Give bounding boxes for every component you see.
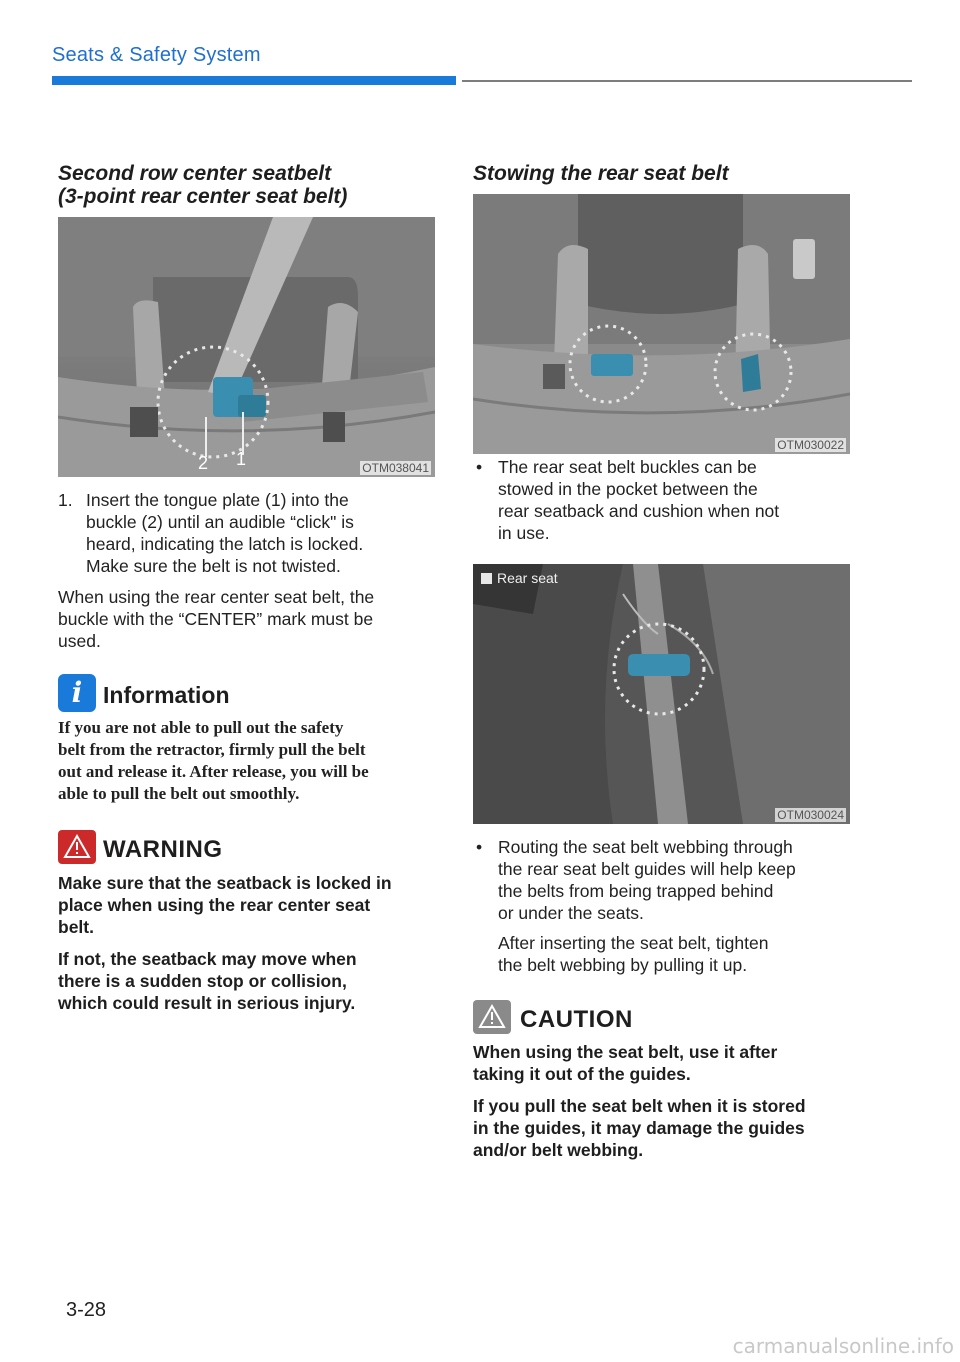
caution-icon (473, 1000, 511, 1034)
spacer (498, 924, 853, 932)
photo-code: OTM030024 (777, 808, 844, 822)
bullet-line: the belts from being trapped behind (498, 881, 774, 901)
para-line: buckle with the “CENTER” mark must be (58, 609, 374, 629)
heading-center-seatbelt (58, 162, 438, 208)
info-line: belt from the retractor, firmly pull the belt (58, 740, 366, 759)
info-line: out and release it. After release, you will be (58, 762, 369, 781)
photo-label (481, 570, 558, 586)
warning-line: Make sure that the seatback is locked in (58, 873, 392, 893)
bullet-line: or under the seats. (498, 903, 644, 923)
para-line: When using the rear center seat belt, the (58, 587, 375, 607)
page-number: 3-28 (66, 1299, 107, 1321)
caution-line: When using the seat belt, use it after (473, 1042, 778, 1062)
step-line: Make sure the belt is not twisted. (86, 556, 341, 576)
bullet-dot: • (476, 837, 483, 857)
warning-line: If not, the seatback may move when (58, 949, 357, 969)
photo-stowed-buckles (473, 194, 850, 454)
info-line: If you are not able to pull out the safety (58, 718, 344, 737)
photo-label-text: Rear seat (497, 570, 558, 586)
callout-2: 2 (198, 453, 209, 473)
caution-line: taking it out of the guides. (473, 1064, 691, 1084)
photo-rear-seat-guide (473, 564, 850, 824)
info-body (58, 717, 438, 805)
spacer (473, 1085, 853, 1095)
warning-line: belt. (58, 917, 94, 937)
caution-line: in the guides, it may damage the guides (473, 1118, 805, 1138)
caution-title: CAUTION (520, 1006, 633, 1033)
bullet-routing (473, 836, 853, 976)
watermark: carmanualsonline.info (732, 1334, 954, 1358)
heading-line-1: Second row center seatbelt (58, 162, 332, 185)
step-line: heard, indicating the latch is locked. (86, 534, 364, 554)
caution-body (473, 1041, 853, 1161)
header-accent-bar (52, 76, 456, 85)
bullet-dot: • (476, 457, 483, 477)
step-1 (58, 489, 438, 579)
caution-line: and/or belt webbing. (473, 1140, 644, 1160)
bullet-line: Routing the seat belt webbing through (498, 837, 793, 857)
info-title: Information (103, 682, 230, 708)
info-icon: i (58, 674, 96, 712)
bullet-text (498, 836, 853, 976)
heading-stowing: Stowing the rear seat belt (473, 162, 729, 185)
bullet-line: The rear seat belt buckles can be (498, 457, 757, 477)
center-mark-paragraph (58, 586, 438, 652)
step-text (86, 489, 438, 577)
step-number: 1. (58, 490, 73, 510)
caution-line: If you pull the seat belt when it is stored (473, 1096, 806, 1116)
spacer (58, 938, 438, 948)
step-line: Insert the tongue plate (1) into the (86, 490, 349, 510)
square-icon (481, 573, 492, 584)
callout-1: 1 (236, 449, 247, 469)
bullet-line: the rear seat belt guides will help keep (498, 859, 796, 879)
bullet-line: rear seatback and cushion when not (498, 501, 780, 521)
photo-center-buckle (58, 217, 435, 477)
bullet-line: in use. (498, 523, 550, 543)
warning-line: which could result in serious injury. (58, 993, 356, 1013)
warning-line: there is a sudden stop or collision, (58, 971, 347, 991)
warning-line: place when using the rear center seat (58, 895, 371, 915)
bullet-line: stowed in the pocket between the (498, 479, 758, 499)
photo-code: OTM038041 (362, 461, 429, 475)
bullet-line: After inserting the seat belt, tighten (498, 933, 769, 953)
warning-body (58, 872, 438, 1014)
photo-code: OTM030022 (777, 438, 844, 452)
header-rule (462, 80, 912, 82)
heading-line-2: (3-point rear center seat belt) (58, 185, 348, 208)
bullet-line: the belt webbing by pulling it up. (498, 955, 748, 975)
bullet-stowing (473, 456, 853, 546)
warning-icon (58, 830, 96, 864)
section-title: Seats & Safety System (52, 44, 261, 66)
warning-title: WARNING (103, 836, 223, 863)
para-line: used. (58, 631, 101, 651)
info-line: able to pull the belt out smoothly. (58, 784, 300, 803)
bullet-text (498, 456, 853, 544)
step-line: buckle (2) until an audible “click" is (86, 512, 354, 532)
